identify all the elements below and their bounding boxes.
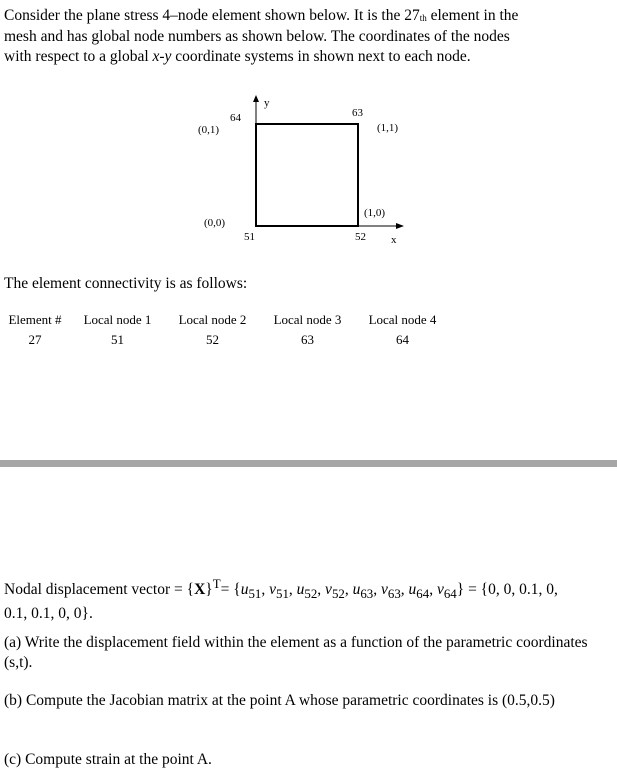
question-b: (b) Compute the Jacobian matrix at the point A whose parametric coordinates is (0.5,0.5) <box>4 692 555 709</box>
y-axis-label: y <box>264 97 270 109</box>
question-c: (c) Compute strain at the point A. <box>4 751 212 768</box>
section-divider <box>0 460 617 467</box>
intro-line1b: element in the <box>426 7 519 24</box>
dof-v: v <box>436 581 444 599</box>
intro-th-suffix: th <box>419 13 427 23</box>
connectivity-data-row <box>0 331 450 351</box>
question-a: (a) Write the displacement field within the element as a function of the parametric coordinates (s,t). <box>4 634 588 671</box>
header-local-node-1: Local node 1 <box>83 312 152 327</box>
header-local-node-4: Local node 4 <box>368 312 437 327</box>
dof-s: 52 <box>304 586 318 602</box>
header-local-node-2: Local node 2 <box>178 312 247 327</box>
dof-v: u <box>408 581 417 599</box>
nodal-bold-x: X <box>194 581 206 599</box>
dof-v: v <box>269 581 276 599</box>
node-63-number: 63 <box>352 107 363 119</box>
dof-v: u <box>240 581 249 599</box>
node-63-coord: (1,1) <box>377 122 399 134</box>
connectivity-table <box>0 311 450 351</box>
dof-v: v <box>381 581 388 599</box>
element-square <box>256 124 358 226</box>
x-axis-label: x <box>391 234 397 246</box>
header-element: Element # <box>8 312 62 327</box>
cell-local-node-1: 51 <box>111 332 124 347</box>
dof-s: 64 <box>443 586 457 602</box>
node-64-coord: (0,1) <box>198 124 220 136</box>
nodal-displacement-statement <box>4 574 610 624</box>
node-51-coord: (0,0) <box>204 217 226 229</box>
cell-local-node-4: 64 <box>396 332 409 347</box>
dof-s: 52 <box>331 586 345 602</box>
x-axis-arrow <box>396 223 404 229</box>
nodal-close-brace: } <box>205 581 213 599</box>
connectivity-heading: The element connectivity is as follows: <box>4 275 248 292</box>
dof-v: u <box>296 581 305 599</box>
y-axis-arrow <box>253 95 259 102</box>
node-51-number: 51 <box>244 231 255 243</box>
nodal-values-2: 0.1, 0.1, 0, 0}. <box>4 605 93 623</box>
connectivity-header-row <box>0 311 450 331</box>
cell-local-node-2: 52 <box>206 332 219 347</box>
cell-local-node-3: 63 <box>301 332 314 347</box>
header-local-node-3: Local node 3 <box>273 312 342 327</box>
nodal-equals: = { <box>220 581 241 599</box>
intro-xy: x-y <box>152 48 172 65</box>
cell-element: 27 <box>28 332 42 347</box>
intro-line2: mesh and has global node numbers as shown below. The coordinates of the nodes <box>4 28 510 45</box>
dof-v: u <box>352 581 361 599</box>
dof-v: v <box>325 581 332 599</box>
intro-line3a: with respect to a global <box>4 48 153 65</box>
dof-s: 63 <box>360 586 374 602</box>
node-64-number: 64 <box>230 112 241 124</box>
node-52-coord: (1,0) <box>364 207 386 219</box>
dof-s: 64 <box>416 586 430 602</box>
nodal-transpose: T <box>212 576 221 591</box>
dof-s: 51 <box>248 586 262 602</box>
element-figure <box>0 92 617 262</box>
dof-s: 63 <box>387 586 401 602</box>
intro-line3b: coordinate systems in shown next to each node. <box>171 48 471 65</box>
nodal-vector: $u_{51}$, $v_{51}$, $u_{52}$, $v_{52}$, $u_{63}$, $v_{63}$, $u_{64}$, $v_{64}$ <box>240 581 457 602</box>
dof-s: 51 <box>275 586 289 602</box>
nodal-values-1: } = {0, 0, 0.1, 0, <box>456 581 558 599</box>
node-52-number: 52 <box>355 231 366 243</box>
nodal-prefix: Nodal displacement vector = { <box>4 581 195 599</box>
intro-line1a: Consider the plane stress 4–node element shown below. It is the 27 <box>4 7 420 24</box>
problem-intro <box>4 6 604 67</box>
